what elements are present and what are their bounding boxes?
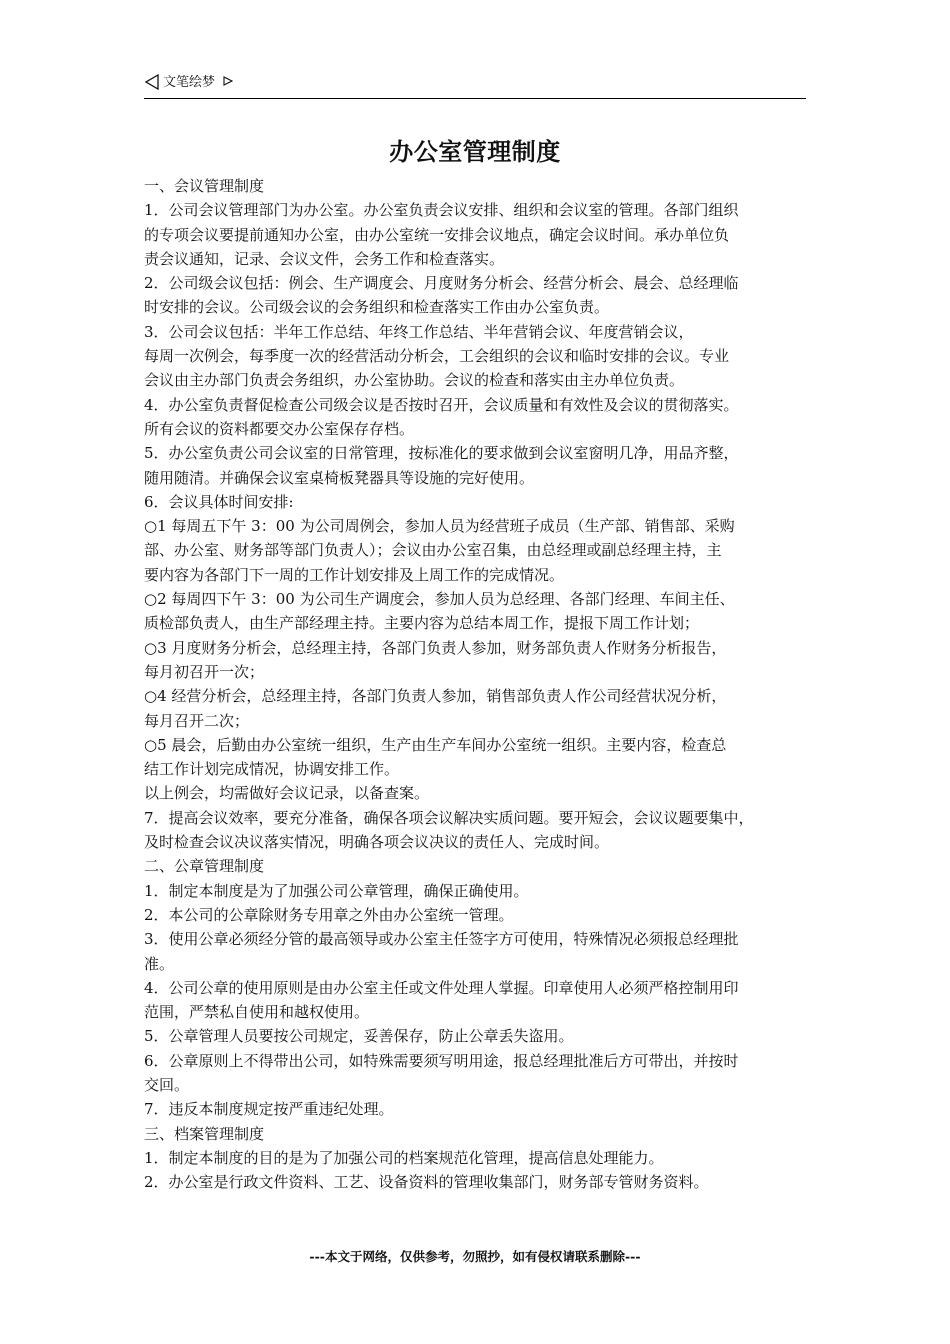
body-line: 3．使用公章必须经分管的最高领导或办公室主任签字方可使用，特殊情况必须报总经理批 — [144, 930, 739, 949]
footer-disclaimer: ---本文于网络，仅供参考，勿照抄，如有侵权请联系删除--- — [309, 1249, 641, 1264]
body-line: ○3 月度财务分析会，总经理主持，各部门负责人参加，财务部负责人作财务分析报告， — [144, 638, 727, 657]
body-line: 6．公章原则上不得带出公司，如特殊需要须写明用途，报总经理批准后方可带出，并按时 — [144, 1051, 739, 1070]
body-line: 的专项会议要提前通知办公室，由办公室统一安排会议地点，确定会议时间。承办单位负 — [144, 225, 730, 244]
body-line: 所有会议的资料都要交办公室保存存档。 — [144, 419, 415, 438]
body-line: 准。 — [144, 954, 175, 973]
body-line: ○2 每周四下午 3：00 为公司生产调度会，参加人员为总经理、各部门经理、车间主任、 — [144, 590, 735, 609]
body-line: 4．办公室负责督促检查公司级会议是否按时召开，会议质量和有效性及会议的贯彻落实。 — [144, 395, 739, 414]
body-line: 部、办公室、财务部等部门负责人）；会议由办公室召集，由总经理或副总经理主持，主 — [144, 541, 722, 560]
body-line: 时安排的会议。公司级会议的会务组织和检查落实工作由办公室负责。 — [144, 298, 610, 317]
body-line: 5．办公室负责公司会议室的日常管理，按标准化的要求做到会议室窗明几净，用品齐整， — [144, 444, 739, 463]
body-line: 会议由主办部门负责会务组织，办公室协助。会议的检查和落实由主办单位负责。 — [144, 371, 685, 390]
body-line: 1．制定本制度是为了加强公司公章管理，确保正确使用。 — [144, 881, 529, 900]
body-line: 每周一次例会，每季度一次的经营活动分析会，工会组织的会议和临时安排的会议。专业 — [144, 347, 730, 366]
page-header — [144, 74, 806, 99]
body-line: 3．公司会议包括：半年工作总结、年终工作总结、半年营销会议、年度营销会议， — [144, 322, 694, 341]
body-line: 7．违反本制度规定按严重违纪处理。 — [144, 1100, 394, 1119]
body-line: 每月召开二次； — [144, 711, 250, 730]
body-line: 责会议通知，记录、会议文件，会务工作和检查落实。 — [144, 249, 505, 268]
body-line: 二、公章管理制度 — [144, 857, 265, 876]
body-line: 5．公章管理人员要按公司规定，妥善保存，防止公章丢失盗用。 — [144, 1027, 574, 1046]
body-line: 随用随清。并确保会议室桌椅板凳器具等设施的完好使用。 — [144, 468, 535, 487]
body-line: 6．会议具体时间安排: — [144, 492, 294, 511]
body-line: ○4 经营分析会，总经理主持，各部门负责人参加，销售部负责人作公司经营状况分析， — [144, 687, 727, 706]
document-body — [144, 174, 816, 1194]
body-line: 要内容为各部门下一周的工作计划安排及上周工作的完成情况。 — [144, 565, 565, 584]
body-line: 及时检查会议决议落实情况，明确各项会议决议的责任人、完成时间。 — [144, 833, 610, 852]
triangle-left-icon — [144, 74, 160, 90]
header-brand: 文笔绘梦 — [163, 75, 216, 90]
body-line: 7．提高会议效率，要充分准备，确保各项会议解决实质问题。要开短会，会议议题要集中， — [144, 808, 754, 827]
body-line: 结工作计划完成情况，协调安排工作。 — [144, 760, 400, 779]
body-line: 2．本公司的公章除财务专用章之外由办公室统一管理。 — [144, 905, 514, 924]
body-line: ○1 每周五下午 3：00 为公司周例会，参加人员为经营班子成员（生产部、销售部、采购 — [144, 517, 735, 536]
body-line: 1．公司会议管理部门为办公室。办公室负责会议安排、组织和会议室的管理。各部门组织 — [144, 201, 739, 220]
document-title: 办公室管理制度 — [389, 138, 561, 166]
body-line: 4．公司公章的使用原则是由办公室主任或文件处理人掌握。印章使用人必须严格控制用印 — [144, 978, 739, 997]
body-line: 1．制定本制度的目的是为了加强公司的档案规范化管理，提高信息处理能力。 — [144, 1148, 664, 1167]
body-line: 范围，严禁私自使用和越权使用。 — [144, 1003, 370, 1022]
body-line: 一、会议管理制度 — [144, 177, 265, 195]
body-line: 2．公司级会议包括：例会、生产调度会、月度财务分析会、经营分析会、晨会、总经理临 — [144, 274, 739, 293]
body-line: 三、档案管理制度 — [144, 1124, 265, 1143]
body-line: 交回。 — [144, 1075, 190, 1094]
body-line: 每月初召开一次； — [144, 662, 265, 681]
body-line: ○5 晨会，后勤由办公室统一组织，生产由生产车间办公室统一组织。主要内容，检查总 — [144, 735, 727, 754]
triangle-right-icon — [223, 75, 233, 85]
body-line: 2．办公室是行政文件资料、工艺、设备资料的管理收集部门，财务部专管财务资料。 — [144, 1173, 709, 1192]
body-line: 质检部负责人，由生产部经理主持。主要内容为总结本周工作，提报下周工作计划； — [144, 614, 700, 633]
body-line: 以上例会，均需做好会议记录，以备查案。 — [144, 784, 430, 803]
